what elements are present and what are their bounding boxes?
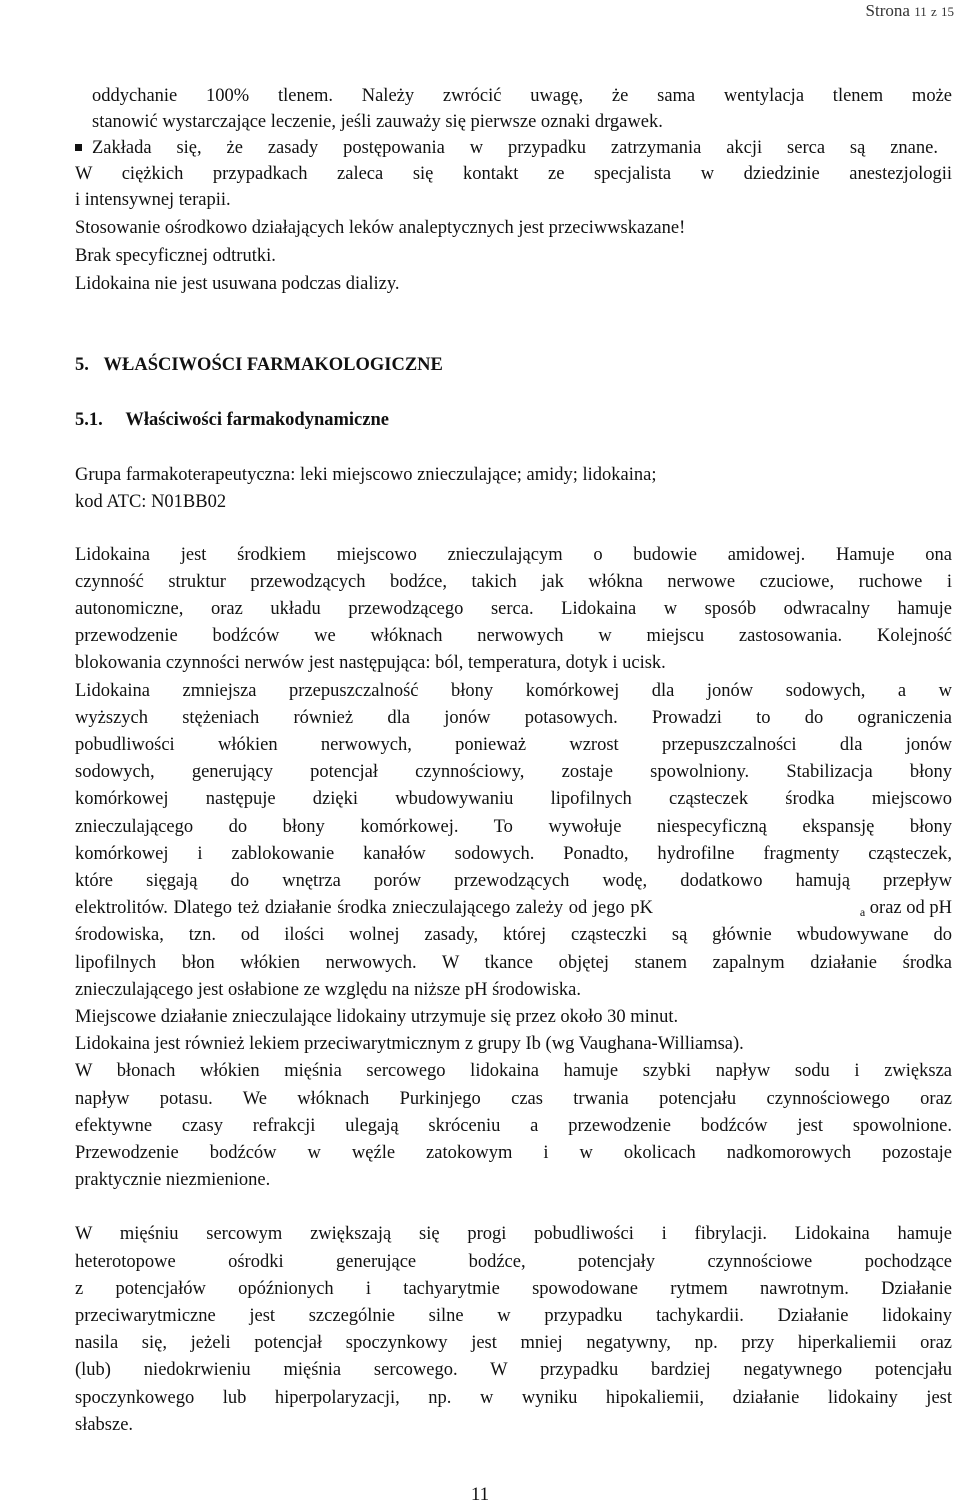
pka-line (75, 896, 952, 924)
section-5-1-number: 5.1. (75, 410, 103, 430)
body2-line-4: Miejscowe działanie znieczulające lidokainy utrzymuje się przez około 30 minut. (75, 1007, 679, 1027)
body2-line-8: efektywne czasy refrakcji ulegają skróceniu a przewodzenie bodźców jest spowolnione. (75, 1116, 952, 1136)
intro-line-2: stanowić wystarczające leczenie, jeśli zauważy się pierwsze oznaki drgawek. (92, 112, 663, 132)
body1-line-3: autonomiczne, oraz układu przewodzącego serca. Lidokaina w sposób odwracalny hamuje (75, 599, 952, 619)
header-total-pages: 15 (941, 4, 954, 19)
intro-line-6: Stosowanie ośrodkowo działających leków analeptycznych jest przeciwwskazane! (75, 218, 686, 238)
body2-line-7: napływ potasu. We włóknach Purkinjego czas trwania potencjału czynnościowego oraz (75, 1089, 952, 1109)
body2-line-5: Lidokaina jest również lekiem przeciwarytmicznym z grupy Ib (wg Vaughana-Williamsa). (75, 1034, 744, 1054)
body1-line-9: sodowych, generujący potencjał czynnościowy, zostaje spowolniony. Stabilizacja błony (75, 762, 952, 782)
body3-line-6: (lub) niedokrwieniu mięśnia sercowego. W przypadku bardziej negatywnego potencjału (75, 1360, 952, 1380)
bullet-icon (75, 144, 82, 151)
intro-line-4: W ciężkich przypadkach zaleca się kontakt ze specjalista w dziedzinie anestezjologii (75, 164, 952, 184)
body2-line-9: Przewodzenie bodźców w węźle zatokowym i w okolicach nadkomorowych pozostaje (75, 1143, 952, 1163)
pka-line-before: elektrolitów. Dlatego też działanie środka znieczulającego zależy od jego pK (75, 898, 653, 918)
body3-line-1: W mięśniu sercowym zwiększają się progi pobudliwości i fibrylacji. Lidokaina hamuje (75, 1224, 952, 1244)
intro-line-1: oddychanie 100% tlenem. Należy zwrócić uwagę, że sama wentylacja tlenem może (92, 86, 952, 106)
body3-line-3: z potencjałów opóźnionych i tachyarytmie spowodowane rytmem nawrotnym. Działanie (75, 1279, 952, 1299)
page-header (866, 0, 954, 23)
header-current-page: 11 (914, 4, 927, 19)
section-5-number: 5. (75, 355, 89, 375)
body1-line-13: które sięgają do wnętrza porów przewodzących wodę, dodatkowo hamują przepływ (75, 871, 952, 891)
body2-line-1: środowiska, tzn. od ilości wolnej zasady, której cząsteczki są głównie wbudowywane do (75, 925, 952, 945)
body2-line-10: praktycznie niezmienione. (75, 1170, 271, 1190)
header-strona: Strona (865, 1, 910, 20)
body2-line-2: lipofilnych błon włókien nerwowych. W tkance objętej stanem zapalnym działanie środka (75, 953, 952, 973)
body1-line-4: przewodzenie bodźców we włóknach nerwowych w miejscu zastosowania. Kolejność (75, 626, 952, 646)
body3-line-8: słabsze. (75, 1415, 134, 1435)
intro-line-3: Zakłada się, że zasady postępowania w przypadku zatrzymania akcji serca są znane. (92, 138, 938, 158)
body1-line-8: pobudliwości włókien nerwowych, ponieważ wzrost przepuszczalności dla jonów (75, 735, 952, 755)
section-5-heading (75, 353, 443, 377)
body3-line-5: nasila się, jeżeli potencjał spoczynkowy jest mniej negatywny, np. przy hiperkaliemii oraz (75, 1333, 952, 1353)
body3-line-7: spoczynkowego lub hiperpolaryzacji, np. w wyniku hipokaliemii, działanie lidokainy jest (75, 1388, 952, 1408)
body3-line-4: przeciwarytmiczne jest szczególnie silne w przypadku tachykardii. Działanie lidokainy (75, 1306, 952, 1326)
section-5-title: WŁAŚCIWOŚCI FARMAKOLOGICZNE (103, 355, 443, 375)
header-z: z (930, 4, 937, 19)
intro-line-7: Brak specyficznej odtrutki. (75, 246, 276, 266)
page-number-footer: 11 (470, 1484, 490, 1505)
section-5-1-heading (75, 408, 389, 432)
group-line-1: Grupa farmakoterapeutyczna: leki miejscowo znieczulające; amidy; lidokaina; (75, 465, 657, 485)
body1-line-6: Lidokaina zmniejsza przepuszczalność błony komórkowej dla jonów sodowych, a w (75, 681, 952, 701)
pka-subscript: a (859, 905, 866, 919)
body1-line-5: blokowania czynności nerwów jest następująca: ból, temperatura, dotyk i ucisk. (75, 653, 666, 673)
body1-line-7: wyższych stężeniach również dla jonów potasowych. Prowadzi to do ograniczenia (75, 708, 952, 728)
intro-line-5: i intensywnej terapii. (75, 190, 231, 210)
group-line-2: kod ATC: N01BB02 (75, 492, 227, 512)
section-5-1-title: Właściwości farmakodynamiczne (125, 410, 389, 430)
body3-line-2: heterotopowe ośrodki generujące bodźce, potencjały czynnościowe pochodzące (75, 1252, 952, 1272)
body1-line-2: czynność struktur przewodzących bodźce, takich jak włókna nerwowe czuciowe, ruchowe i (75, 572, 952, 592)
body1-line-11: znieczulającego do błony komórkowej. To wywołuje niespecyficzną ekspansję błony (75, 817, 952, 837)
pka-line-after: oraz od pH (865, 898, 952, 918)
body1-line-12: komórkowej i zablokowanie kanałów sodowych. Ponadto, hydrofilne fragmenty cząsteczek, (75, 844, 952, 864)
body2-line-3: znieczulającego jest osłabione ze względu na niższe pH środowiska. (75, 980, 581, 1000)
intro-line-8: Lidokaina nie jest usuwana podczas dializy. (75, 274, 400, 294)
body1-line-10: komórkowej następuje dzięki wbudowywaniu lipofilnych cząsteczek środka miejscowo (75, 789, 952, 809)
body2-line-6: W błonach włókien mięśnia sercowego lidokaina hamuje szybki napływ sodu i zwiększa (75, 1061, 952, 1081)
body1-line-1: Lidokaina jest środkiem miejscowo znieczulającym o budowie amidowej. Hamuje ona (75, 545, 952, 565)
